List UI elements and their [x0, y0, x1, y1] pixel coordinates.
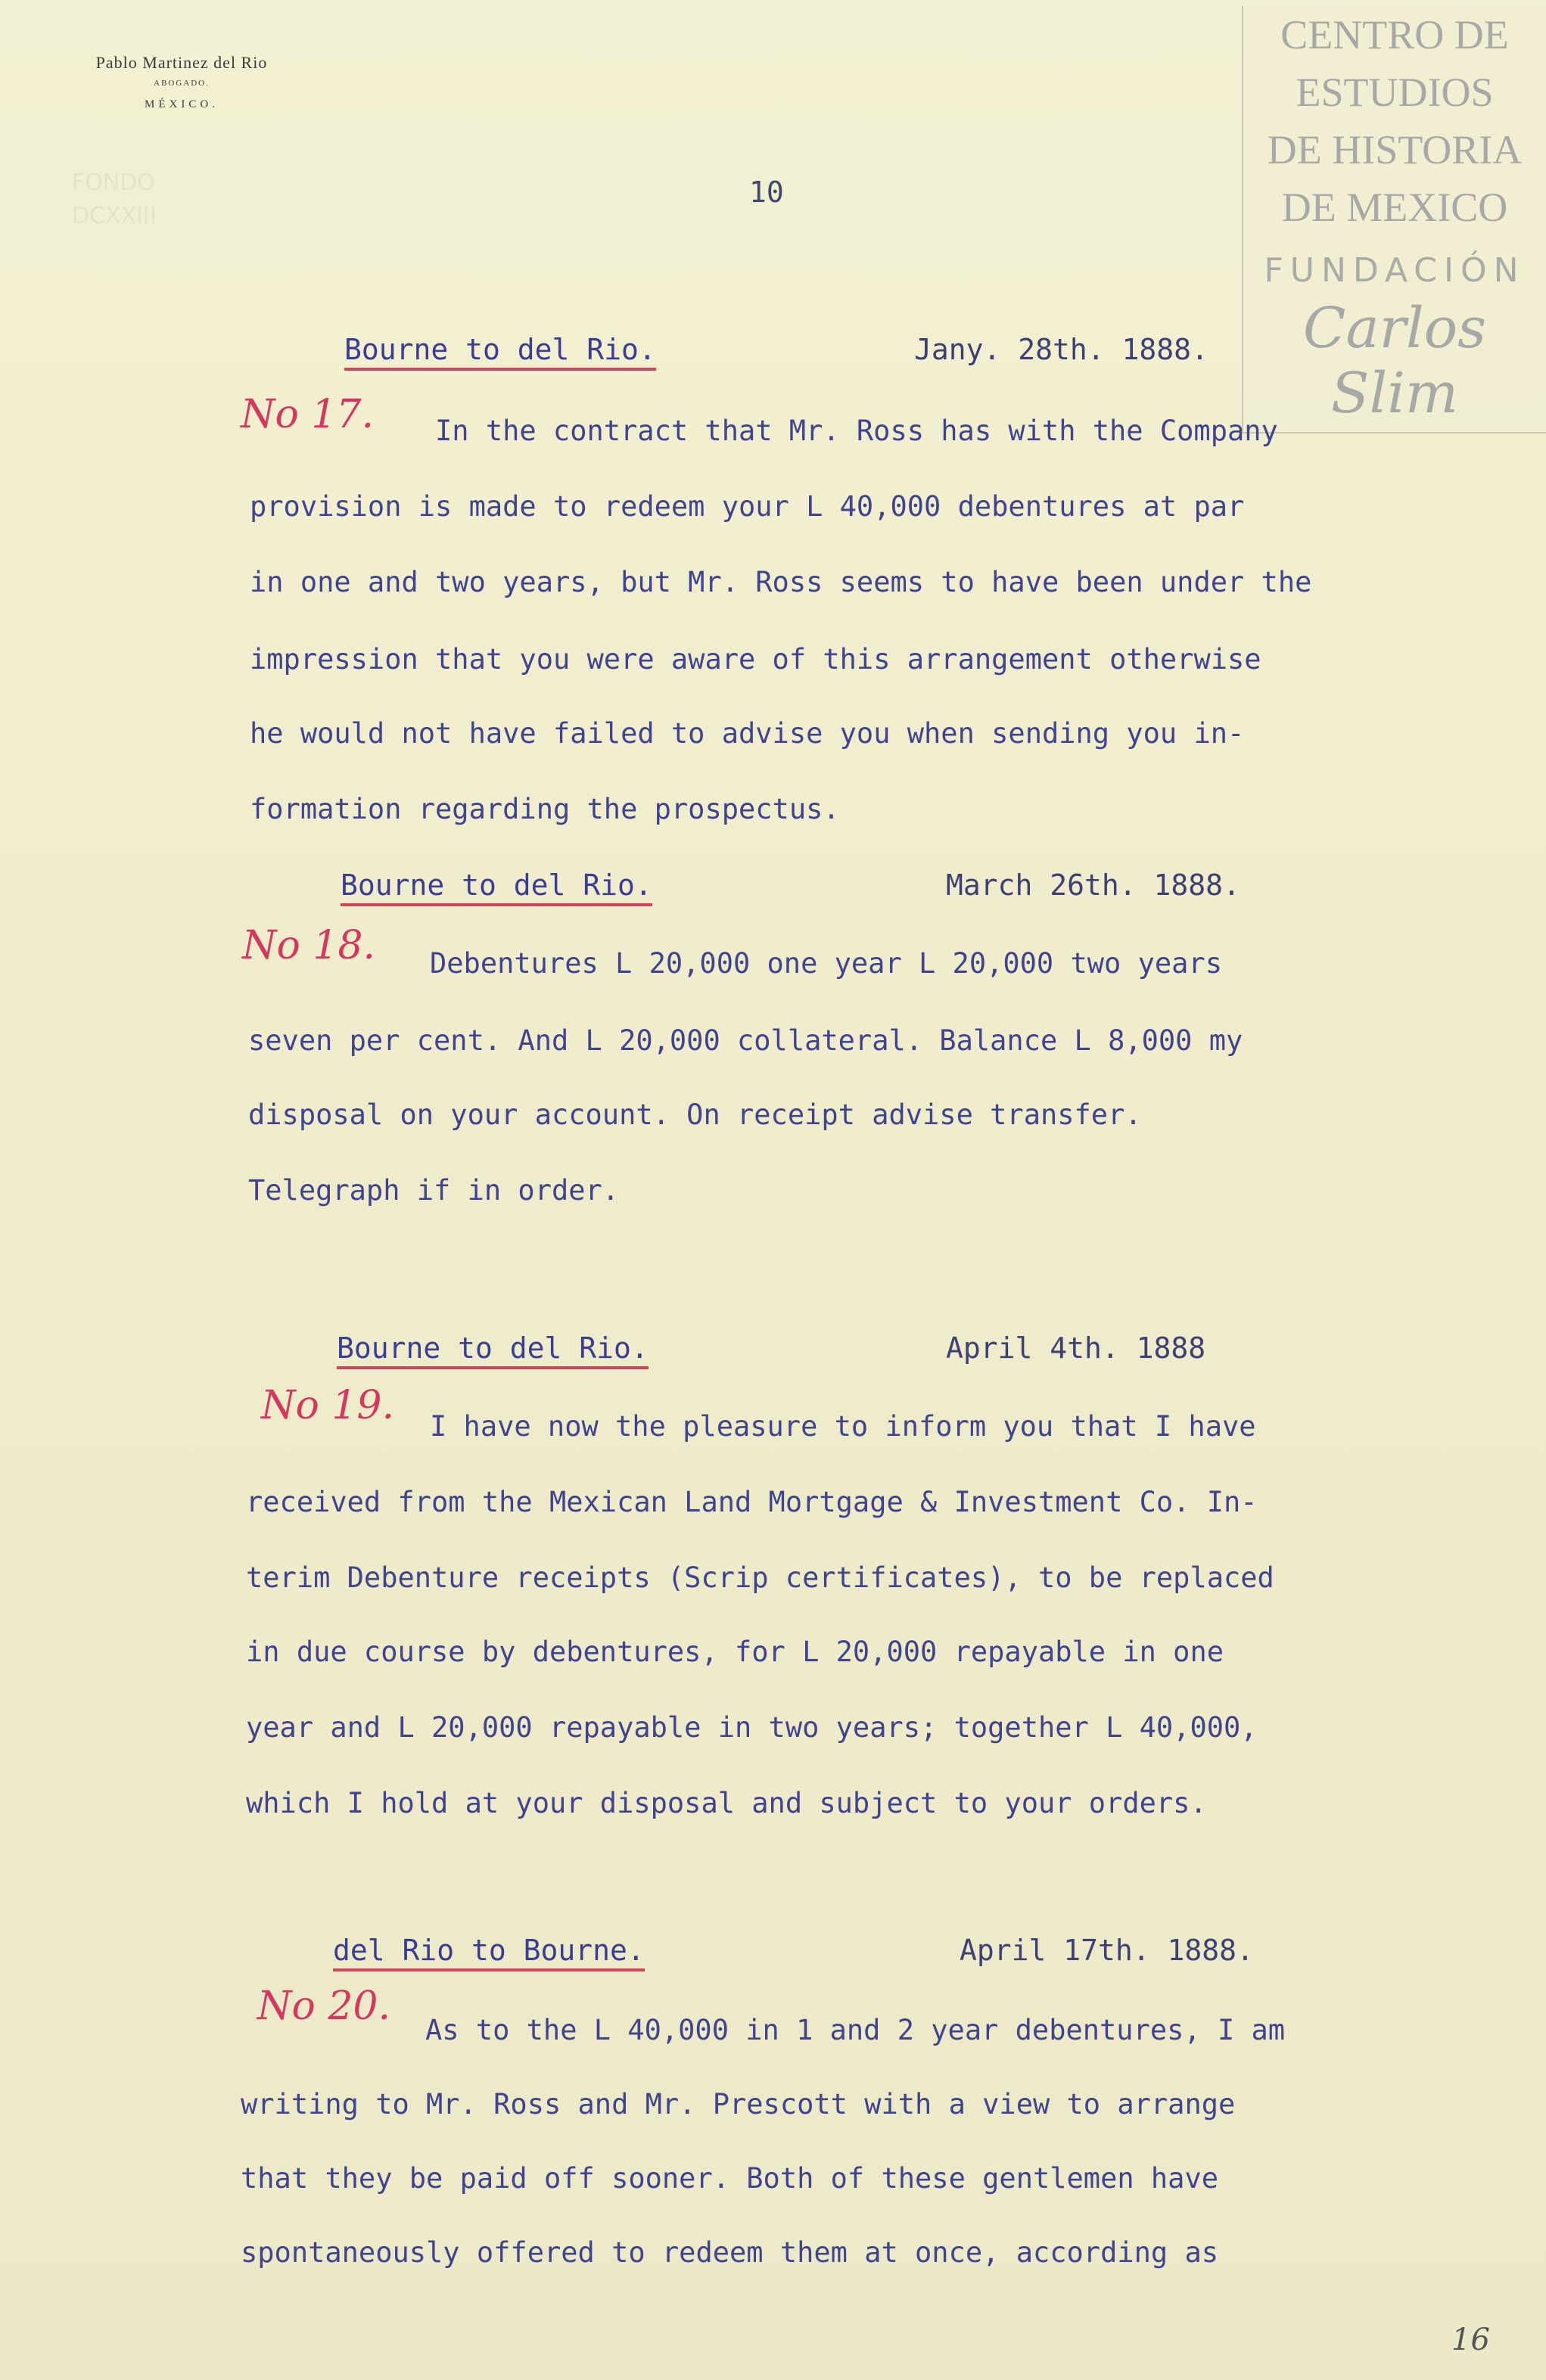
faded-mark-line: FONDO	[72, 169, 156, 196]
entry-line: Telegraph if in order.	[248, 1174, 620, 1207]
letterhead-role: ABOGADO.	[154, 79, 210, 88]
entry-line: received from the Mexican Land Mortgage & Investment Co. In-	[246, 1486, 1258, 1518]
entry-date: Jany. 28th. 1888.	[914, 333, 1208, 366]
entry-number: No 18.	[242, 923, 376, 968]
entry-line: As to the L 40,000 in 1 and 2 year debentures, I am	[425, 2014, 1286, 2046]
stamp-line: CENTRO DE	[1280, 12, 1509, 57]
stamp-signature: Carlos Slim	[1302, 296, 1487, 426]
entry-line: spontaneously offered to redeem them at once, according as	[241, 2236, 1219, 2269]
entry-line: disposal on your account. On receipt advise transfer.	[248, 1098, 1142, 1131]
entry-line: In the contract that Mr. Ross has with the Company	[435, 415, 1278, 447]
entry-line: formation regarding the prospectus.	[250, 793, 840, 825]
entry-header	[0, 1934, 1546, 1979]
entry-header	[0, 1331, 1546, 1377]
entry-line: Debentures L 20,000 one year L 20,000 two years	[430, 947, 1222, 980]
entry-line: which I hold at your disposal and subject to your orders.	[246, 1787, 1207, 1819]
stamp-line: DE HISTORIA	[1267, 127, 1523, 172]
entry-heading: del Rio to Bourne.	[333, 1934, 645, 1971]
entry-date: April 17th. 1888.	[960, 1934, 1254, 1967]
entry-line: terim Debenture receipts (Scrip certificates), to be replaced	[246, 1561, 1274, 1594]
letterhead	[45, 53, 318, 111]
entry-line: I have now the pleasure to inform you that I have	[430, 1410, 1256, 1443]
entry-header	[0, 333, 1546, 378]
entry-line: writing to Mr. Ross and Mr. Prescott with a view to arrange	[241, 2088, 1236, 2121]
faded-mark-line: DCXXIII	[72, 203, 157, 229]
entry-line: he would not have failed to advise you when sending you in-	[250, 717, 1245, 750]
entry-line: in one and two years, but Mr. Ross seems to have been under the	[250, 566, 1312, 598]
entry-line: provision is made to redeem your L 40,000 debentures at par	[250, 490, 1245, 523]
letterhead-city: MÉXICO.	[145, 98, 219, 110]
entry-date: April 4th. 1888	[946, 1331, 1206, 1365]
stamp-line: ESTUDIOS	[1296, 70, 1494, 115]
entry-date: March 26th. 1888.	[946, 868, 1240, 902]
entry-heading: Bourne to del Rio.	[337, 1331, 649, 1369]
entry-line: that they be paid off sooner. Both of these gentlemen have	[241, 2162, 1219, 2195]
corner-page-number: 16	[1451, 2323, 1490, 2357]
entry-number: No 17.	[241, 392, 375, 437]
entry-number: No 20.	[257, 1984, 391, 2029]
entry-heading: Bourne to del Rio.	[341, 868, 652, 906]
stamp-foundation: FUNDACIÓN	[1264, 251, 1526, 290]
letterhead-name: Pablo Martinez del Rio	[95, 53, 268, 72]
entry-line: in due course by debentures, for L 20,000 repayable in one	[246, 1636, 1224, 1668]
stamp-line: DE MEXICO	[1281, 185, 1508, 230]
entry-line: impression that you were aware of this arrangement otherwise	[250, 643, 1261, 676]
entry-line: seven per cent. And L 20,000 collateral. Balance L 8,000 my	[248, 1024, 1243, 1057]
entry-number: No 19.	[261, 1383, 395, 1428]
entry-heading: Bourne to del Rio.	[344, 333, 656, 371]
page-number: 10	[749, 176, 784, 209]
entry-header	[0, 868, 1546, 914]
entry-line: year and L 20,000 repayable in two years; together L 40,000,	[246, 1711, 1258, 1744]
faded-archive-mark	[72, 166, 157, 233]
